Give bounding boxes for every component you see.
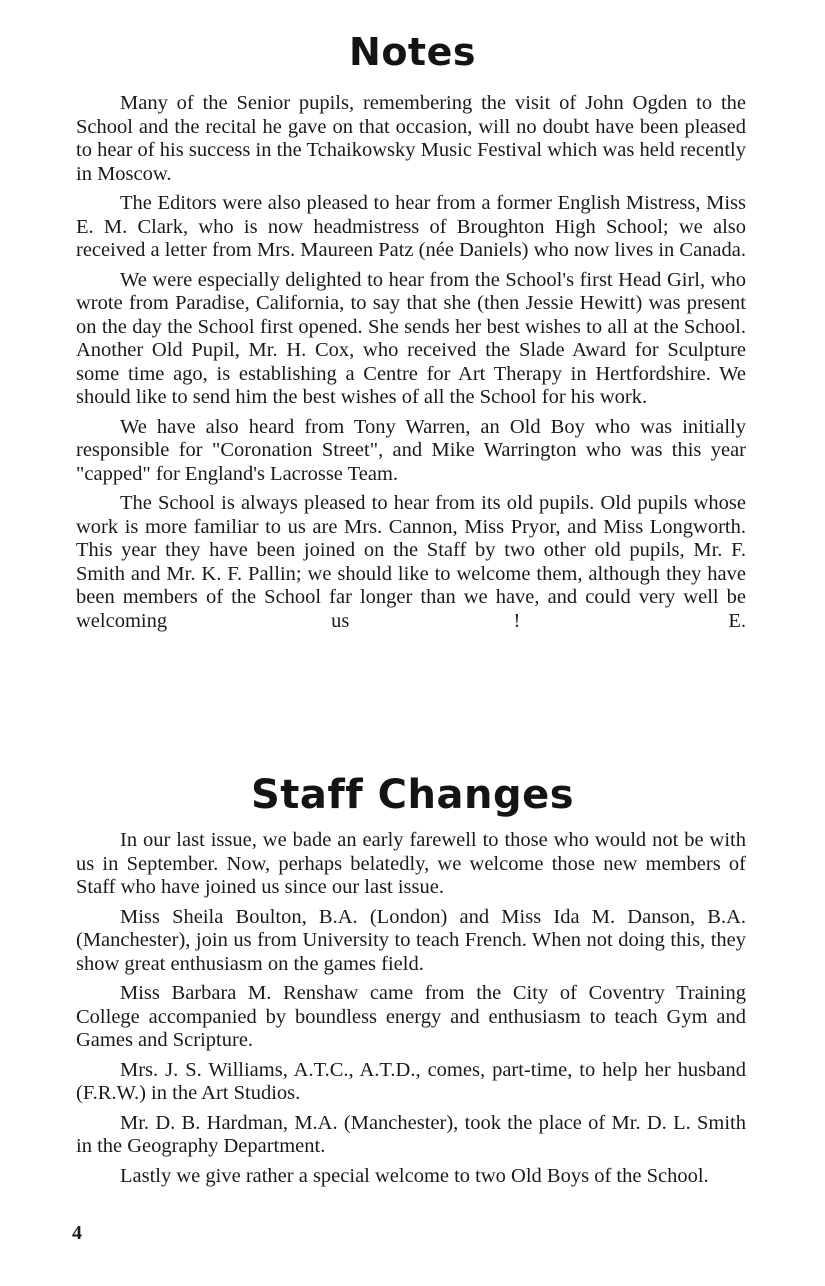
page-number: 4	[72, 1222, 82, 1244]
staff-paragraph: In our last issue, we bade an early farewell to those who would not be with us in September. Now, perhaps belatedly, we welcome those new members of Staff who have joined us since our last issue.	[76, 829, 746, 898]
notes-paragraph: The Editors were also pleased to hear from a former English Mistress, Miss E. M. Clark, who is now headmistress of Broughton High School; we also received a letter from Mrs. Maureen Patz (née Daniels) who now lives in Canada.	[76, 192, 746, 261]
staff-changes-section	[76, 829, 746, 1194]
staff-paragraph: Miss Barbara M. Renshaw came from the City of Coventry Training College accompanied by boundless energy and enthusiasm to teach Gym and Games and Scripture.	[76, 982, 746, 1051]
notes-paragraph-text: The School is always pleased to hear from its old pupils. Old pupils whose work is more familiar to us are Mrs. Cannon, Miss Pryor, and Miss Longworth. This year they have been joined on the Staff by two other old pupils, Mr. F. Smith and Mr. K. F. Pallin; we should like to welcome them, although they have been members of the School far longer than we have, and could very well be welcoming us !	[76, 492, 746, 632]
staff-paragraph: Mr. D. B. Hardman, M.A. (Manchester), took the place of Mr. D. L. Smith in the Geography Department.	[76, 1111, 746, 1157]
notes-paragraph: We have also heard from Tony Warren, an Old Boy who was initially responsible for "Coronation Street", and Mike Warrington who was this year "capped" for England's Lacrosse Team.	[76, 415, 746, 485]
notes-final-paragraph	[76, 492, 746, 633]
staff-changes-heading: Staff Changes	[250, 772, 575, 818]
staff-paragraph: Lastly we give rather a special welcome to two Old Boys of the School.	[120, 1164, 709, 1187]
staff-paragraph: Miss Sheila Boulton, B.A. (London) and Miss Ida M. Danson, B.A. (Manchester), join us from University to teach French. When not doing this, they show great enthusiasm on the games field.	[76, 905, 746, 975]
notes-section	[76, 92, 746, 639]
notes-paragraph: We were especially delighted to hear from the School's first Head Girl, who wrote from Paradise, California, to say that she (then Jessie Hewitt) was present on the day the School first opened. She sends her best wishes to all at the School. Another Old Pupil, Mr. H. Cox, who received the Slade Award for Sculpture some time ago, is establishing a Centre for Art Therapy in Hertfordshire. We should like to send him the best wishes of all the School for his work.	[76, 268, 746, 408]
editor-signoff: E.	[728, 609, 746, 632]
staff-paragraph: Mrs. J. S. Williams, A.T.C., A.T.D., comes, part-time, to help her husband (F.R.W.) in the Art Studios.	[76, 1058, 746, 1104]
notes-heading: Notes	[349, 30, 476, 74]
notes-paragraph: Many of the Senior pupils, remembering the visit of John Ogden to the School and the recital he gave on that occasion, will no doubt have been pleased to hear of his success in the Tchaikowsky Music Festival which was held recently in Moscow.	[76, 92, 746, 185]
